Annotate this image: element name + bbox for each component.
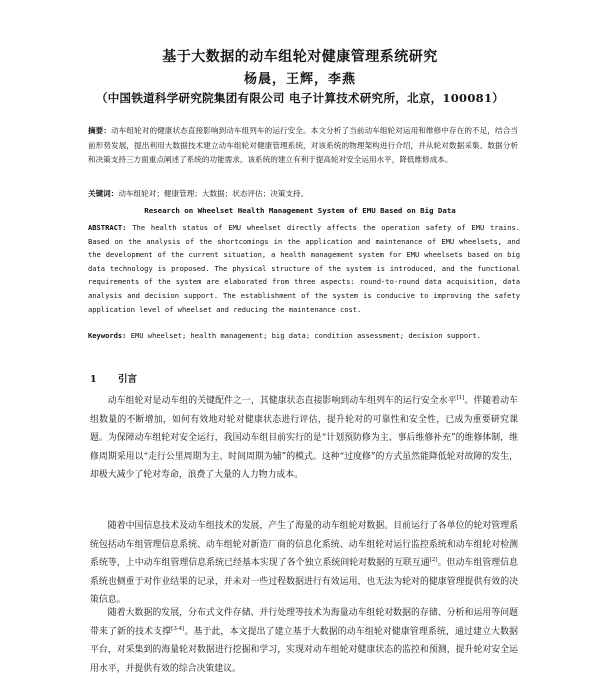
chinese-keywords-label: 关键词： [88,189,119,198]
body-paragraph-1 [90,392,518,485]
section-title: 引言 [118,374,138,385]
english-title: Research on Wheelset Health Management System of EMU Based on Big Data [144,206,456,215]
chinese-abstract-text: 动车组轮对的健康状态直接影响到动车组列车的运行安全。本文分析了当前动车组轮对运用和维修中存在的不足，结合当前形势发展，提出利用大数据技术建立动车组轮对健康管理系统，对该系统的物理架构进行介绍，并从轮对数据采集、数据分析和决策支持三方面重点阐述了系统的功能需求。该系统的建立有利于提高轮对安全运用水平，降低维修成本。 [88,126,519,164]
citation-ref: [3-4] [171,625,185,632]
paragraph-text: 。伴随着动车组数量的不断增加，如何有效地对轮对健康状态进行评估，提升轮对的可靠性和安全性，已成为重要研究课题。为保障动车组轮对安全运行，我国动车组目前实行的是“计划预防修为主、事后维修补充”的维修体制，维修周期采用以“走行公里周期为主、时间周期为辅”的模式。这种“过度修”的方式虽然能降低轮对故障的发生，却极大减少了轮对寿命，浪费了大量的人力物力成本。 [90,396,518,481]
paragraph-text: 随着中国信息技术及动车组技术的发展，产生了海量的动车组轮对数据。目前运行了各单位的轮对管理系统包括动车组管理信息系统、动车组轮对新造厂商的信息化系统、动车组轮对运行监控系统和动车组轮对检测系统等，上中动车组管理信息系统已经基本实现了各个独立系统间轮对数据的互联互通 [90,521,518,569]
chinese-abstract-label: 摘要： [88,126,112,135]
english-keywords-text: EMU wheelset; health management; big data; condition assessment; decision support. [130,331,481,340]
paragraph-text: 随着大数据的发展，分布式文件存储、并行处理等技术为海量动车组轮对数据的存储、分析和运用等问题带来了新的技术支撑 [90,608,518,637]
paragraph-text: 。但动车组管理信息系统也侧重于对作业结果的记录，并未对一些过程数据进行有效运用，也无法为轮对的健康管理提供有效的决策信息。 [90,558,519,606]
citation-ref: [1] [456,395,465,402]
body-paragraph-3 [90,604,518,678]
paper-authors: 杨晨，王辉，李燕 [243,72,356,87]
english-keywords [88,329,520,343]
paragraph-text: 。基于此，本文提出了建立基于大数据的动车组轮对健康管理系统，通过建立大数据平台，对采集到的海量轮对数据进行挖掘和学习，实现对动车组轮对健康状态的监控和预测，提升轮对安全运用水平，并提供有效的综合决策建议。 [90,626,519,674]
english-abstract-text: The health status of EMU wheelset directly affects the operation safety of EMU trains. Based on the analysis of the shortcomings in the application and maintenance of EMU wheelsets, and the development of the current situation, a health management system for EMU wheelsets based on big data technology is proposed. The physical structure of the system is introduced, and the functional requirements of the system are elaborated from three aspects: round-to-round data acquisition, data analysis and decision support. The establishment of the system is conducive to improving the safety application level of wheelset and reducing the maintenance cost. [88,223,520,314]
english-abstract [88,221,520,316]
chinese-keywords [88,187,518,201]
english-keywords-label: Keywords: [88,331,127,340]
english-abstract-label: ABSTRACT: [88,223,127,232]
citation-ref: [2] [429,557,438,564]
paper-title: 基于大数据的动车组轮对健康管理系统研究 [162,49,438,65]
paragraph-text: 动车组轮对是动车组的关键配件之一，其健康状态直接影响到动车组列车的运行安全水平 [107,396,457,406]
chinese-keywords-text: 动车组轮对；健康管理；大数据；状态评估；决策支持。 [118,189,309,198]
chinese-abstract [88,124,518,168]
paper-affiliation: （中国铁道科学研究院集团有限公司 电子计算技术研究所，北京，100081） [95,91,505,105]
body-paragraph-2 [90,517,518,610]
section-number: 1 [90,374,97,385]
section-heading [90,371,510,385]
